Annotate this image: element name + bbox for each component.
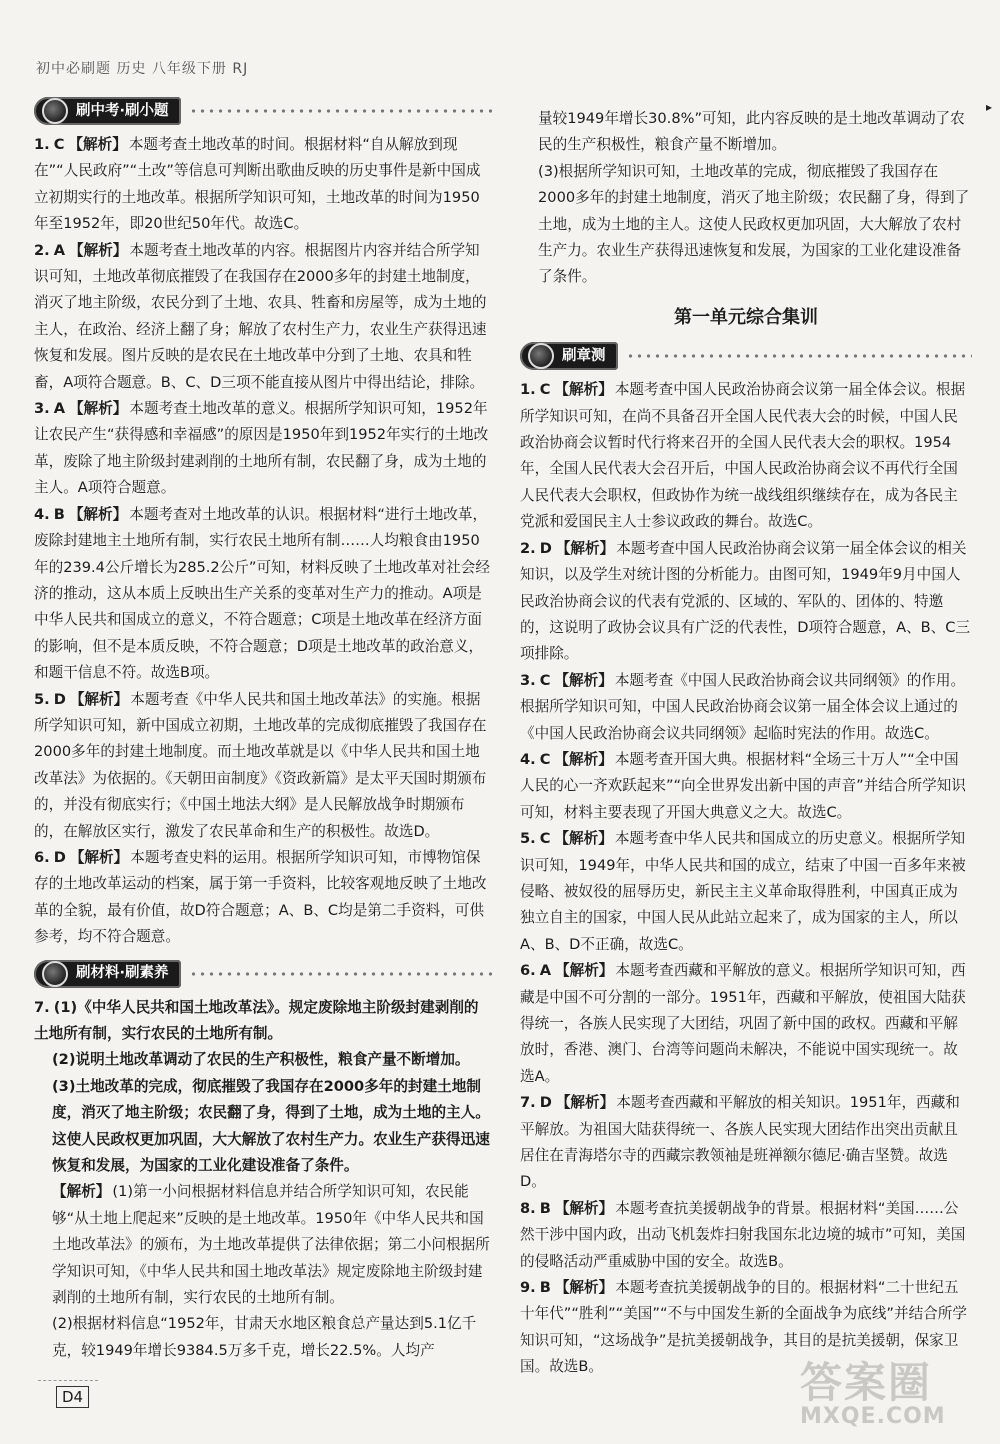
answer-item <box>34 238 492 396</box>
answer-num: 2. <box>34 241 50 259</box>
page-number: D4 <box>56 1386 89 1408</box>
question-7: 7. (1)《中华人民共和国土地改革法》。规定废除地主阶级封建剥削的土地所有制，实行农民的土地所有制。 (2)说明土地改革调动了农民的生产积极性，粮食产量不断增加。 (3)土地改革的完成，彻底摧毁了我国存在2000多年的封建土地制度，消灭了地主阶级；农民翻了身，得到了土地，成为土地的主人。这使人民政权更加巩固，大大解放了农村生产力。农业生产获得迅速恢复和发展，为国家的工业化建设准备了条件。 【解析】 (1)第一小问根据材料信息并结合所学知识可知，农民能够“从土地上爬起来”反映的是土地改革。1950年《中华人民共和国土地改革法》的颁布，为土地改革提供了法律依据；第二小问根据所学知识可知，《中华人民共和国土地改革法》规定废除地主阶级封建剥削的土地所有制，实行农民的土地所有制。 (2)根据材料信息“1952年，甘肃天水地区粮食总产量达到5.1亿千克，较1949年增长9384.5万多千克，增长22.5%。人均产 <box>34 998 490 1359</box>
answer-tag: 【解析】 <box>68 505 128 523</box>
answer-text: 本题考查中国人民政治协商会议第一届全体会议。根据所学知识可知，在尚不具备召开全国人民代表大会的时候，中国人民政治协商会议暂时代行将来召开的全国人民代表大会的职权。1954年，全国人民代表大会召开后，中国人民政治协商会议不再代行全国人民代表大会职权，但政协作为统一战线组织继续存在，成为各民主党派和爱国民主人士参议政政的舞台。故选C。 <box>520 381 966 531</box>
seal-icon <box>42 98 68 124</box>
left-column <box>34 94 492 1364</box>
answer-text: 本题考查土地改革的意义。根据所学知识可知，1952年让农民产生“获得感和幸福感”的原因是1950年到1952年实行的土地改革，废除了地主阶级封建剥削的土地所有制，农民翻了身，成为土地的主人。A项符合题意。 <box>34 400 489 497</box>
answer-num: 8. <box>520 1199 536 1217</box>
answer-text: 本题考查西藏和平解放的相关知识。1951年，西藏和平解放。为祖国大陆获得统一、各族人民实现大团结作出突出贡献且居住在青海塔尔寺的西藏宗教领袖是班禅额尔德尼·确吉坚赞。故选D。 <box>520 1094 960 1191</box>
answer-tag: 【解析】 <box>554 381 613 399</box>
answer-ans: A <box>53 400 65 418</box>
answer-item <box>520 826 972 958</box>
answer-tag: 【解析】 <box>554 750 613 768</box>
answer-num: 5. <box>520 830 536 848</box>
running-header: 初中必刷题 历史 八年级下册 RJ <box>36 61 249 77</box>
answer-num: 3. <box>520 671 536 689</box>
answer-num: 5. <box>34 690 50 708</box>
answer-text: 本题考查史料的运用。根据所学知识可知，市博物馆保存的土地改革运动的档案，属于第一手资料，比较客观地反映了土地改革的全貌，最有价值，故D符合题意；A、B、C均是第二手资料，可供参考，均不符合题意。 <box>34 848 487 946</box>
answer-ans: D <box>539 1094 552 1112</box>
answer-num: 6. <box>520 962 536 980</box>
answer-tag: 【解析】 <box>554 671 613 689</box>
dotted-rule <box>189 108 492 114</box>
answer-tag: 【解析】 <box>69 848 129 866</box>
banner-badge: 刷材料·刷素养 <box>34 960 181 988</box>
answer-num: 4. <box>520 750 536 768</box>
answer-num: 2. <box>520 539 536 557</box>
answer-ans: D <box>53 848 66 866</box>
answer-text: 本题考查土地改革的时间。根据材料“自从解放到现在”“人民政府”“土改”等信息可判断出歌曲反映的历史事件是新中国成立初期实行的土地改革。根据所学知识可知，土地改革的时间为1950年至1952年，即20世纪50年代。故选C。 <box>34 136 481 233</box>
answer-item <box>34 132 492 238</box>
answer-text: 本题考查《中华人民共和国土地改革法》的实施。根据所学知识可知，新中国成立初期，土地改革的完成彻底摧毁了我国存在2000多年的封建土地制度。而土地改革就是以《中华人民共和国土地改革法》为依据的。《天朝田亩制度》《资政新篇》是太平天国时期颁布的，并没有彻底实行；《中国土地法大纲》是人民解放战争时期颁布的，在解放区实行，激发了农民革命和生产的积极性。故选D。 <box>34 690 487 840</box>
banner-zhongkao <box>34 94 492 128</box>
right-column: 量较1949年增长30.8%”可知，此内容反映的是土地改革调动了农民的生产积极性，粮食产量不断增加。 (3)根据所学知识可知，土地改革的完成，彻底摧毁了我国存在2000多年的封建土地制度，消灭了地主阶级；农民翻了身，得到了土地，成为土地的主人。这使人民政权更加巩固，大大解放了农村生产力。农业生产获得迅速恢复和发展，为国家的工业化建设准备了条件。 第一单元综合集训 刷章测 1. C 【解析】 本题考查中国人民政治协商会议第一届全体会议。根据所学知识可知，在尚不具备召开全国人民代表大会的时候，中国人民政治协商会议暂时代行将来召开的全国人民代表大会的职权。1954年，全国人民代表大会召开后，中国人民政治协商会议不再代行全国人民代表大会职权，但政协作为统一战线组织继续存在，成为各民主党派和爱国民主人士参议政政的舞台。故选C。 2. D 【解析】 本题考查中国人民政治协商会议第一届全体会议的相关知识，以及学生对统计图的分析能力。由图可知，1949年9月中国人民政治协商会议的代表有党派的、区域的、军队的、团体的、特邀的，这说明了政协会议具有广泛的代表性，D项符合题意，A、B、C三项排除。 3. C 【解析】 本题考查《中国人民政治协商会议共同纲领》的作用。根据所学知识可知，中国人民政治协商会议第一届全体会议上通过的《中国人民政治协商会议共同纲领》起临时宪法的作用。故选C。 4. C 【解析】 本题考查开国大典。根据材料“全场三十万人”“全中国人民的心一齐欢跃起来”“向全世界发出新中国的声音”并结合所学知识可知，材料主要表现了开国大典意义之大。故选C。 5. C 【解析】 本题考查中华人民共和国成立的历史意义。根据所学知识可知，1949年，中华人民共和国的成立，结束了中国一百多年来被侵略、被奴役的屈辱历史，新民主主义革命取得胜利，中国真正成为独立自主的国家，中国人民从此站立起来了，成为国家的主人，所以A、B、D不正确，故选C。 6. A 【解析】 本题考查西藏和平解放的意义。根据所学知识可知，西藏是中国不可分割的一部分。1951年，西藏和平解放，使祖国大陆获得统一，各族人民实现了大团结，巩固了新中国的政权。西藏和平解放时，香港、澳门、台湾等问题尚未解决，不能说中国实现统一。故选A。 7. D 【解析】 本题考查西藏和平解放的相关知识。1951年，西藏和平解放。为祖国大陆获得统一、各族人民实现大团结作出突出贡献且居住在青海塔尔寺的西藏宗教领袖是班禅额尔德尼·确吉坚赞。故选D。 8. B 【解析】 本题考查抗美援朝战争的背景。根据材料“美国……公然干涉中国内政，出动飞机轰炸扫射我国东北边境的城市”可知，美国的侵略活动严重威胁中国的安全。故选B。 9. B 【解析】 本题考查抗美援朝战争的目的。根据材料“二十世纪五十年代”“胜利”“美国”“不与中国发生新的全面战争为底线”并结合所学知识可知，“这场战争”是抗美援朝战争，其目的是抗美援朝，保家卫国。故选B。 <box>520 106 972 1381</box>
answer-ans: A <box>539 962 551 980</box>
answer-ans: B <box>539 1199 551 1217</box>
answer-text: 本题考查中华人民共和国成立的历史意义。根据所学知识可知，1949年，中华人民共和国的成立，结束了中国一百多年来被侵略、被奴役的屈辱历史，新民主主义革命取得胜利，中国真正成为独立自主的国家，中国人民从此站立起来了，成为国家的主人，所以A、B、D不正确，故选C。 <box>520 830 966 953</box>
answer-tag: 【解析】 <box>555 962 614 980</box>
watermark: 答案圈 MXQE.COM <box>800 1358 946 1429</box>
answer-ans: C <box>539 830 551 848</box>
answer-text: 本题考查《中国人民政治协商会议共同纲领》的作用。根据所学知识可知，中国人民政治协商会议第一届全体会议上通过的《中国人民政治协商会议共同纲领》起临时宪法的作用。故选C。 <box>520 671 966 742</box>
answer-num: 1. <box>34 136 50 153</box>
answer-num: 3. <box>34 400 50 418</box>
answer-tag: 【解析】 <box>555 1094 615 1112</box>
answer-tag: 【解析】 <box>554 1279 614 1297</box>
answer-ans: C <box>539 750 551 768</box>
answer-item <box>520 1196 972 1275</box>
answer-text: 本题考查开国大典。根据材料“全场三十万人”“全中国人民的心一齐欢跃起来”“向全世界发出新中国的声音”并结合所学知识可知，材料主要表现了开国大典意义之大。故选C。 <box>520 750 966 821</box>
answer-text: 本题考查对土地改革的认识。根据材料“进行土地改革，废除封建地主土地所有制，实行农民土地所有制……人均粮食由1950年的239.4公斤增长为285.2公斤”可知，材料反映了土地改革对社会经济的推动，这从本质上反映出生产关系的变革对生产力的推动。A项是中华人民共和国成立的意义，不符合题意；C项是土地改革在经济方面的影响，但不是本质反映，不符合题意；D项是土地改革的政治意义，和题干信息不符。故选B项。 <box>34 505 490 682</box>
answer-ans: B <box>539 1279 551 1297</box>
banner-badge: 刷章测 <box>520 342 618 370</box>
answer-tag: 【解析】 <box>69 400 128 418</box>
answer-tag: 【解析】 <box>69 690 129 708</box>
answer-ans: C <box>539 381 551 399</box>
answer-list-1 <box>34 132 492 951</box>
answer-item <box>34 502 492 687</box>
banner-zhangce <box>520 339 972 373</box>
answer-text: 本题考查抗美援朝战争的背景。根据材料“美国……公然干涉中国内政，出动飞机轰炸扫射我国东北边境的城市”可知，美国的侵略活动严重威胁中国的安全。故选B。 <box>520 1199 966 1270</box>
answer-ans: C <box>53 136 65 153</box>
dotted-rule <box>189 971 492 977</box>
answer-item <box>34 845 492 951</box>
answer-ans: B <box>53 505 65 523</box>
answer-num: 9. <box>520 1279 536 1297</box>
answer-tag: 【解析】 <box>554 1199 614 1217</box>
banner-badge: 刷中考·刷小题 <box>34 97 181 125</box>
answer-ans: D <box>53 690 66 708</box>
answer-item <box>520 1090 972 1196</box>
answer-text: 本题考查中国人民政治协商会议第一届全体会议的相关知识，以及学生对统计图的分析能力。由图可知，1949年9月中国人民政治协商会议的代表有党派的、区域的、军队的、团体的、特邀的，这说明了政协会议具有广泛的代表性，D项符合题意，A、B、C三项排除。 <box>520 539 971 663</box>
edge-arrow-icon: ▸ <box>985 100 992 114</box>
dotted-rule <box>626 353 973 359</box>
answer-tag: 【解析】 <box>68 136 127 153</box>
answer-item <box>520 377 972 535</box>
answer-ans: C <box>539 671 551 689</box>
answer-list-2 <box>520 377 972 1380</box>
answer-item <box>520 668 972 747</box>
answer-text: 本题考查抗美援朝战争的目的。根据材料“二十世纪五十年代”“胜利”“美国”“不与中国发生新的全面战争为底线”并结合所学知识可知，“这场战争”是抗美援朝战争，其目的是抗美援朝，保家卫国。故选B。 <box>520 1279 967 1376</box>
answer-item <box>520 536 972 668</box>
answer-item <box>520 747 972 826</box>
answer-num: 4. <box>34 505 50 523</box>
seal-icon <box>42 961 68 987</box>
margin-line <box>38 1380 98 1382</box>
seal-icon <box>528 343 554 369</box>
banner-cailiao <box>34 957 492 991</box>
answer-tag: 【解析】 <box>69 241 128 259</box>
section-title: 第一单元综合集训 <box>674 306 818 328</box>
answer-num: 7. <box>520 1094 536 1112</box>
answer-text: 本题考查土地改革的内容。根据图片内容并结合所学知识可知，土地改革彻底摧毁了在我国存在2000多年的封建土地制度，消灭了地主阶级，农民分到了土地、农具、牲畜和房屋等，成为土地的主人，在政治、经济上翻了身；解放了农村生产力，农业生产获得迅速恢复和发展。图片反映的是农民在土地改革中分到了土地、农具和牲畜，A项符合题意。B、C、D三项不能直接从图片中得出结论，排除。 <box>34 241 487 391</box>
answer-item <box>34 396 492 502</box>
answer-ans: D <box>539 539 552 557</box>
answer-ans: A <box>53 241 65 259</box>
answer-num: 6. <box>34 848 50 866</box>
answer-tag: 【解析】 <box>555 539 615 557</box>
answer-item <box>520 958 972 1090</box>
answer-text: 本题考查西藏和平解放的意义。根据所学知识可知，西藏是中国不可分割的一部分。1951年，西藏和平解放，使祖国大陆获得统一，各族人民实现了大团结，巩固了新中国的政权。西藏和平解放时，香港、澳门、台湾等问题尚未解决，不能说中国实现统一。故选A。 <box>520 962 966 1085</box>
answer-num: 1. <box>520 381 536 399</box>
answer-tag: 【解析】 <box>554 830 613 848</box>
answer-item <box>34 687 492 845</box>
